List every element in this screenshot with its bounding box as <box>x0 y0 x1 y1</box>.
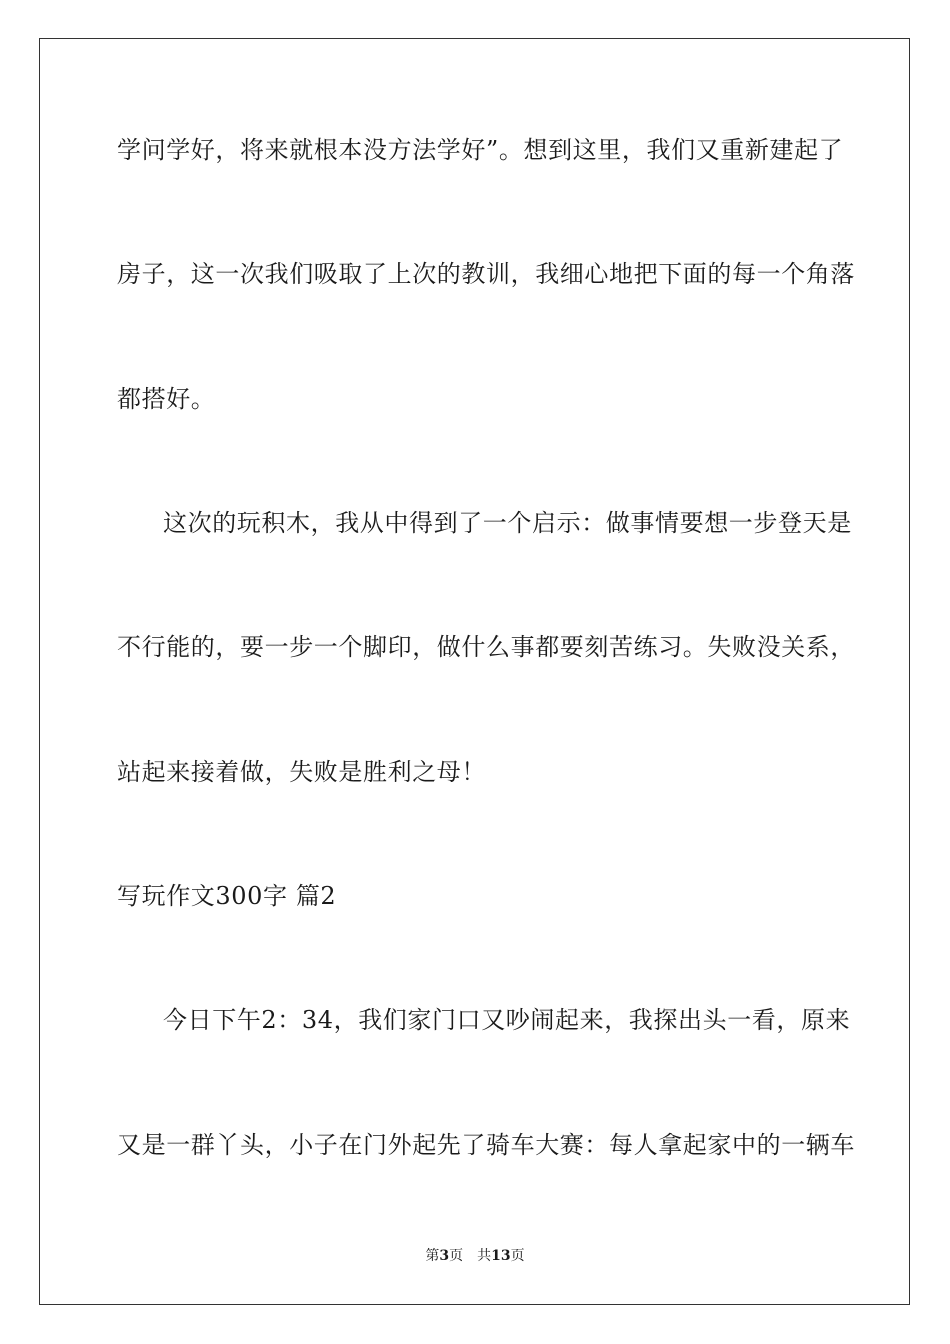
page-current: 3 <box>439 1248 450 1264</box>
text-line-2: 房子，这一次我们吸取了上次的教训，我细心地把下面的每一个角落 <box>117 260 855 288</box>
section-heading: 写玩作文300字 篇2 <box>117 882 337 910</box>
total-prefix: 共 <box>477 1248 492 1264</box>
text-line-8: 今日下午2：34，我们家门口又吵闹起来，我探出头一看，原来 <box>163 1006 851 1034</box>
page-total: 13 <box>491 1248 511 1264</box>
page-footer <box>0 1247 950 1265</box>
text-line-9: 又是一群丫头，小子在门外起先了骑车大赛：每人拿起家中的一辆车 <box>117 1131 855 1159</box>
page-unit: 页 <box>449 1248 464 1264</box>
page-border <box>39 38 910 1305</box>
text-line-5: 不行能的，要一步一个脚印，做什么事都要刻苦练习。失败没关系， <box>117 633 855 661</box>
text-line-1: 学问学好，将来就根本没方法学好”。想到这里，我们又重新建起了 <box>117 136 844 164</box>
text-line-3: 都搭好。 <box>117 385 216 413</box>
page-prefix: 第 <box>425 1248 440 1264</box>
text-line-4: 这次的玩积木，我从中得到了一个启示：做事情要想一步登天是 <box>163 509 852 537</box>
total-unit: 页 <box>510 1248 525 1264</box>
text-line-6: 站起来接着做，失败是胜利之母！ <box>117 758 486 786</box>
